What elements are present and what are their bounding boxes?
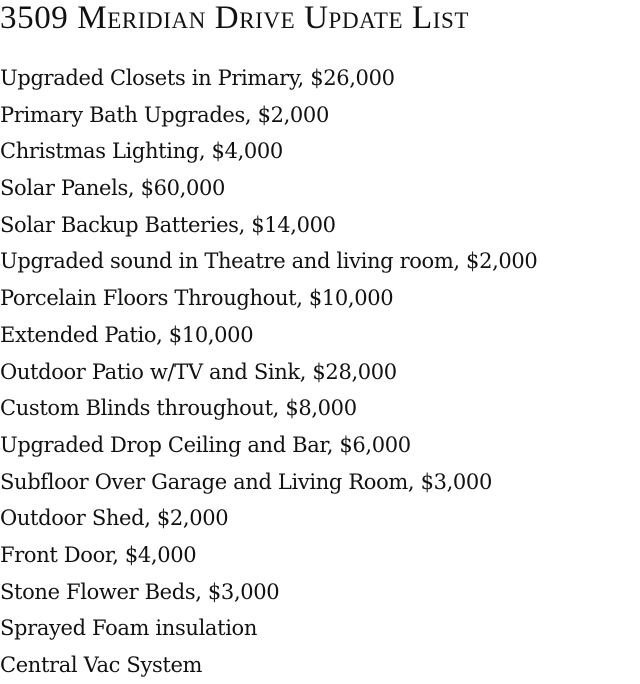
list-item: Porcelain Floors Throughout, $10,000 [0,286,394,311]
list-item: Solar Backup Batteries, $14,000 [0,212,336,237]
list-item: Outdoor Patio w/TV and Sink, $28,000 [0,359,397,384]
list-item: Custom Blinds throughout, $8,000 [0,396,357,421]
list-item: Extended Patio, $10,000 [0,322,254,347]
list-item: Stone Flower Beds, $3,000 [0,579,280,604]
list-item: Primary Bath Upgrades, $2,000 [0,102,329,127]
list-item: Central Vac System [0,653,203,677]
list-item: Upgraded sound in Theatre and living room, $2,000 [0,249,538,274]
list-item: Sprayed Foam insulation [0,616,258,641]
document-title: 3509 Meridian Drive Update List [0,0,470,36]
list-item: Front Door, $4,000 [0,542,197,567]
list-item: Solar Panels, $60,000 [0,176,225,201]
list-item: Outdoor Shed, $2,000 [0,506,229,531]
list-item: Christmas Lighting, $4,000 [0,139,283,164]
list-item: Upgraded Drop Ceiling and Bar, $6,000 [0,432,411,457]
update-list [0,60,537,684]
list-item: Subfloor Over Garage and Living Room, $3,000 [0,469,492,494]
list-item: Upgraded Closets in Primary, $26,000 [0,66,395,90]
